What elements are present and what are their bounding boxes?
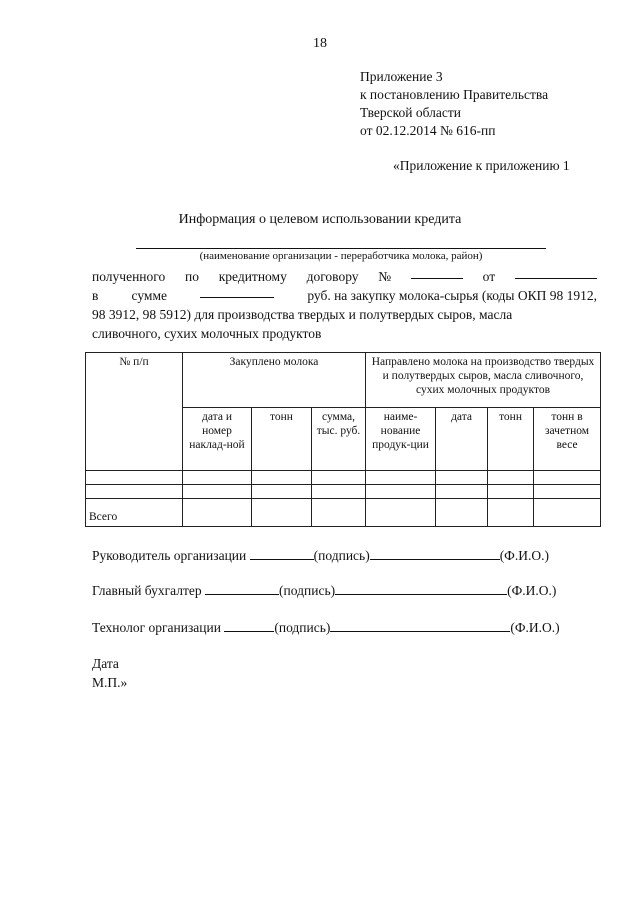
table-cell[interactable]	[366, 471, 436, 485]
head-signature-caption: (подпись)	[313, 548, 370, 563]
total-label: Всего	[86, 499, 183, 527]
table-row	[86, 471, 601, 485]
table-cell[interactable]	[366, 499, 436, 527]
head-label: Руководитель организации	[92, 548, 247, 563]
organization-name-line	[136, 248, 546, 249]
word-by: по	[184, 269, 199, 284]
head-fio-caption: (Ф.И.О.)	[499, 548, 549, 563]
technologist-signature-caption: (подпись)	[274, 620, 331, 635]
appendix-line-4: от 02.12.2014 № 616-пп	[360, 123, 496, 138]
page-number: 18	[313, 36, 327, 51]
contract-number-blank[interactable]	[411, 267, 463, 279]
table-cell[interactable]	[86, 471, 183, 485]
accountant-fio-blank[interactable]	[335, 583, 507, 595]
accountant-fio-caption: (Ф.И.О.)	[507, 583, 557, 598]
header-date: дата	[436, 408, 488, 471]
contract-date-blank[interactable]	[515, 267, 597, 279]
paragraph-line-3: 98 3912, 98 5912) для производства твердых и полутвердых сыров, масла	[92, 307, 513, 322]
header-tons: тонн	[252, 408, 312, 471]
table-cell[interactable]	[312, 485, 366, 499]
table-cell[interactable]	[366, 485, 436, 499]
accountant-signature-line	[92, 583, 556, 599]
paragraph-line-1	[92, 267, 597, 286]
table-cell[interactable]	[183, 485, 252, 499]
header-bought-milk: Закуплено молока	[183, 353, 366, 408]
header-tons-2: тонн	[488, 408, 534, 471]
appendix-header	[360, 68, 548, 140]
stamp-label: М.П.»	[92, 675, 128, 690]
header-tons-credit-weight: тонн в зачетном весе	[534, 408, 601, 471]
document-title: Информация о целевом использовании кредита	[178, 212, 462, 227]
table-cell[interactable]	[252, 499, 312, 527]
word-from: от	[482, 269, 496, 284]
table-cell[interactable]	[436, 485, 488, 499]
head-fio-blank[interactable]	[370, 548, 500, 560]
sub-appendix-heading: «Приложение к приложению 1	[393, 158, 570, 173]
organization-name-caption: (наименование организации - переработчика молока, район)	[199, 250, 483, 262]
word-sum: сумме	[131, 288, 167, 303]
table-cell[interactable]	[312, 499, 366, 527]
footer-block	[92, 654, 127, 692]
technologist-fio-caption: (Ф.И.О.)	[510, 620, 560, 635]
sum-blank[interactable]	[200, 286, 274, 298]
header-sum: сумма, тыс. руб.	[312, 408, 366, 471]
word-contract: договору	[306, 269, 359, 284]
credit-paragraph	[92, 267, 597, 343]
technologist-signature-line	[92, 620, 560, 636]
table-cell[interactable]	[436, 471, 488, 485]
table-cell[interactable]	[488, 485, 534, 499]
technologist-fio-blank[interactable]	[330, 620, 510, 632]
word-in: в	[92, 288, 99, 303]
date-label: Дата	[92, 656, 119, 671]
accountant-label: Главный бухгалтер	[92, 583, 202, 598]
appendix-line-2: к постановлению Правительства	[360, 87, 549, 102]
table-cell[interactable]	[86, 485, 183, 499]
appendix-line-1: Приложение 3	[360, 69, 443, 84]
table-cell[interactable]	[534, 499, 601, 527]
header-product-name: наиме-нование продук-ции	[366, 408, 436, 471]
header-row-number: № п/п	[86, 353, 183, 471]
table-cell[interactable]	[534, 471, 601, 485]
table-cell[interactable]	[183, 471, 252, 485]
accountant-signature-caption: (подпись)	[279, 583, 336, 598]
paragraph-line-2-rest: руб. на закупку молока-сырья (коды ОКП 98 1912,	[307, 288, 597, 303]
table-cell[interactable]	[312, 471, 366, 485]
head-signature-line	[92, 548, 549, 564]
paragraph-line-2	[92, 286, 597, 305]
word-number-sign: №	[378, 269, 392, 284]
technologist-label: Технолог организации	[92, 620, 221, 635]
word-received: полученного	[92, 269, 166, 284]
table-cell[interactable]	[534, 485, 601, 499]
table-cell[interactable]	[183, 499, 252, 527]
table-cell[interactable]	[488, 471, 534, 485]
table-cell[interactable]	[436, 499, 488, 527]
total-row	[86, 499, 601, 527]
table-cell[interactable]	[252, 471, 312, 485]
table-cell[interactable]	[252, 485, 312, 499]
appendix-line-3: Тверской области	[360, 105, 461, 120]
table-cell[interactable]	[488, 499, 534, 527]
paragraph-line-4: сливочного, сухих молочных продуктов	[92, 326, 322, 341]
word-credit: кредитному	[218, 269, 287, 284]
table-row	[86, 485, 601, 499]
header-directed-milk: Направлено молока на производство твердых и полутвердых сыров, масла сливочного, сухих молочных продуктов	[366, 353, 601, 408]
header-date-invoice: дата и номер наклад-ной	[183, 408, 252, 471]
milk-usage-table	[85, 352, 601, 527]
head-signature-blank[interactable]	[250, 548, 314, 560]
accountant-signature-blank[interactable]	[205, 583, 279, 595]
technologist-signature-blank[interactable]	[224, 620, 274, 632]
